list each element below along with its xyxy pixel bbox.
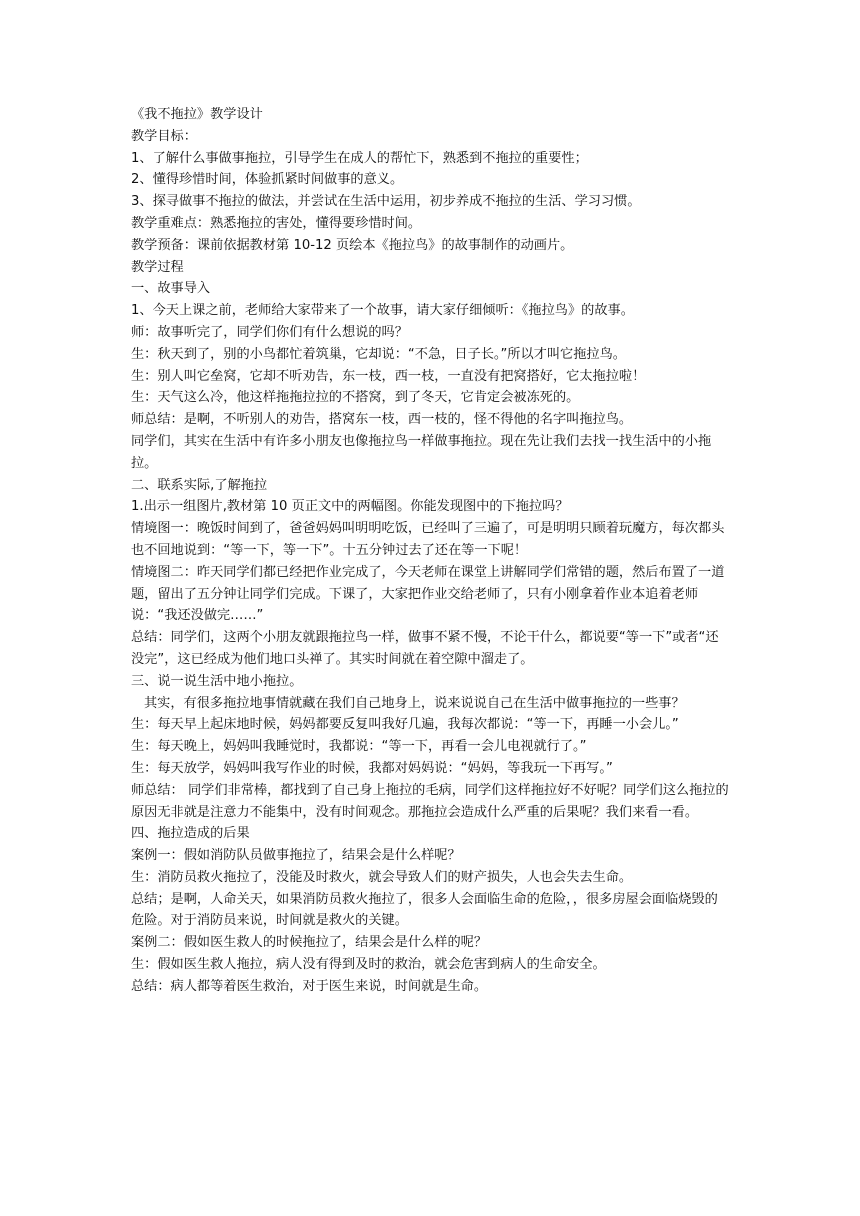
text-paragraph: 生：每天晚上，妈妈叫我睡觉时，我都说：“等一下，再看一会儿电视就行了。” bbox=[131, 739, 587, 755]
text-paragraph: 生：每天放学，妈妈叫我写作业的时候，我都对妈妈说：“妈妈，等我玩一下再写。” bbox=[131, 760, 613, 776]
text-paragraph: 生：秋天到了，别的小鸟都忙着筑巢，它却说：“不急，日子长。”所以才叫它拖拉鸟。 bbox=[131, 346, 626, 362]
document-title: 《我不拖拉》教学设计 bbox=[131, 107, 263, 122]
text-paragraph: 总结；是啊，人命关天，如果消防员救火拖拉了，很多人会面临生命的危险，，很多房屋会面临烧毁的危险。对于消防员来说，时间就是救火的关键。 bbox=[131, 891, 718, 929]
text-paragraph: 情境图一：晚饭时间到了，爸爸妈妈叫明明吃饭，已经叫了三遍了，可是明明只顾着玩魔方，每次都头也不回地说到：“等一下，等一下”。十五分钟过去了还在等一下呢！ bbox=[131, 521, 725, 558]
section-label-goals: 教学目标： bbox=[131, 128, 197, 144]
section-heading: 四、拖拉造成的后果 bbox=[131, 826, 250, 842]
section-label-process: 教学过程 bbox=[131, 259, 184, 275]
text-paragraph: 其实，有很多拖拉地事情就藏在我们自己地身上，说来说说自己在生活中做事拖拉的一些事？ bbox=[144, 695, 685, 711]
section-heading: 二、联系实际,了解拖拉 bbox=[131, 477, 268, 493]
document-body bbox=[131, 104, 731, 998]
text-paragraph: 师总结： 同学们非常棒，都找到了自己身上拖拉的毛病，同学们这样拖拉好不好呢？同学们这么拖拉的原因无非就是注意力不能集中，没有时间观念。那拖拉会造成什么严重的后果呢？我们来看一看。 bbox=[131, 782, 729, 820]
section-heading: 一、故事导入 bbox=[131, 281, 211, 297]
text-paragraph: 师总结：是啊，不听别人的劝告，搭窝东一枝，西一枝的，怪不得他的名字叫拖拉鸟。 bbox=[131, 412, 633, 428]
text-paragraph: 生：天气这么冷，他这样拖拖拉拉的不搭窝，到了冬天，它肯定会被冻死的。 bbox=[131, 390, 580, 406]
goal-item: 1、了解什么事做事拖拉，引导学生在成人的帮忙下，熟悉到不拖拉的重要性； bbox=[131, 150, 588, 166]
text-paragraph: 生：每天早上起床地时候，妈妈都要反复叫我好几遍，我每次都说：“等一下，再睡一小会儿。” bbox=[131, 717, 679, 733]
text-paragraph: 生：别人叫它垒窝，它却不听劝告，东一枝，西一枝，一直没有把窝搭好，它太拖拉啦！ bbox=[131, 368, 646, 384]
text-paragraph: 1、今天上课之前，老师给大家带来了一个故事，请大家仔细倾听：《拖拉鸟》的故事。 bbox=[131, 303, 634, 319]
preparation: 教学预备：课前依据教材第 10-12 页绘本《拖拉鸟》的故事制作的动画片。 bbox=[131, 237, 574, 253]
text-paragraph: 生：消防员救火拖拉了，没能及时救火，就会导致人们的财产损失，人也会失去生命。 bbox=[131, 869, 633, 885]
text-paragraph: 师：故事听完了，同学们你们有什么想说的吗？ bbox=[131, 324, 408, 340]
goal-item: 2、懂得珍惜时间，体验抓紧时间做事的意义。 bbox=[131, 172, 404, 188]
section-heading: 三、说一说生活中地小拖拉。 bbox=[131, 673, 303, 689]
text-paragraph: 生：假如医生救人拖拉，病人没有得到及时的救治，就会危害到病人的生命安全。 bbox=[131, 957, 606, 973]
text-paragraph: 1.出示一组图片,教材第 10 页正文中的两幅图。你能发现图中的下拖拉吗？ bbox=[131, 499, 569, 515]
text-paragraph: 同学们，其实在生活中有许多小朋友也像拖拉鸟一样做事拖拉。现在先让我们去找一找生活中的小拖拉。 bbox=[131, 433, 712, 471]
goal-item: 3、探寻做事不拖拉的做法，并尝试在生活中运用，初步养成不拖拉的生活、学习习惯。 bbox=[131, 194, 641, 210]
text-paragraph: 案例一：假如消防队员做事拖拉了，结果会是什么样呢？ bbox=[131, 848, 461, 864]
key-points: 教学重难点：熟悉拖拉的害处，懂得要珍惜时间。 bbox=[131, 215, 422, 231]
text-paragraph: 案例二：假如医生救人的时候拖拉了，结果会是什么样的呢？ bbox=[131, 935, 488, 951]
text-paragraph: 总结：病人都等着医生救治，对于医生来说，时间就是生命。 bbox=[131, 978, 488, 994]
text-paragraph: 情境图二：昨天同学们都已经把作业完成了，今天老师在课堂上讲解同学们常错的题，然后布置了一道题，留出了五分钟让同学们完成。下课了，大家把作业交给老师了，只有小刚拿着作业本追着老师说：“我还没做完……” bbox=[131, 564, 725, 624]
text-paragraph: 总结：同学们，这两个小朋友就跟拖拉鸟一样，做事不紧不慢，不论干什么，都说要“等一下”或者“还没完”，这已经成为他们地口头禅了。其实时间就在着空隙中溜走了。 bbox=[131, 630, 719, 667]
